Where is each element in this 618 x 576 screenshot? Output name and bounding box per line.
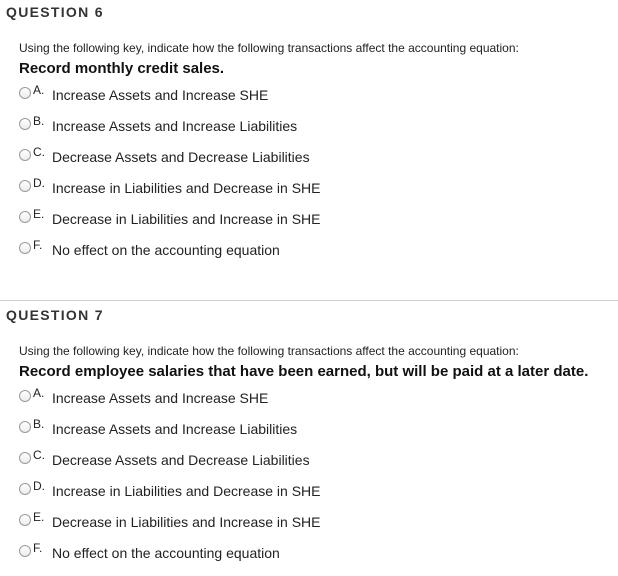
- choice-letter: E.: [33, 207, 45, 221]
- choice-b[interactable]: [0, 111, 618, 142]
- question-prompt: Record employee salaries that have been earned, but will be paid at a later date.: [19, 363, 589, 380]
- choice-letter: F.: [33, 541, 43, 555]
- question-title: QUESTION 7: [6, 307, 104, 323]
- choice-text[interactable]: Decrease in Liabilities and Increase in SHE: [52, 514, 321, 530]
- choice-d[interactable]: [0, 173, 618, 204]
- choice-e[interactable]: [0, 507, 618, 538]
- question-7: [0, 303, 618, 576]
- choice-a[interactable]: [0, 383, 618, 414]
- choice-letter: A.: [33, 83, 45, 97]
- choice-text[interactable]: No effect on the accounting equation: [52, 545, 280, 561]
- choice-text[interactable]: Decrease Assets and Decrease Liabilities: [52, 452, 310, 468]
- choice-c[interactable]: [0, 142, 618, 173]
- radio-button[interactable]: [19, 421, 31, 433]
- radio-button[interactable]: [19, 118, 31, 130]
- question-prompt: Record monthly credit sales.: [19, 60, 225, 77]
- choice-c[interactable]: [0, 445, 618, 476]
- choice-e[interactable]: [0, 204, 618, 235]
- radio-button[interactable]: [19, 242, 31, 254]
- choice-text[interactable]: Increase Assets and Increase SHE: [52, 87, 269, 103]
- choice-text[interactable]: Increase Assets and Increase SHE: [52, 390, 269, 406]
- radio-button[interactable]: [19, 483, 31, 495]
- answer-choices: [0, 80, 618, 266]
- question-instructions: Using the following key, indicate how the following transactions affect the accounting equation:: [19, 344, 519, 358]
- choice-d[interactable]: [0, 476, 618, 507]
- radio-button[interactable]: [19, 545, 31, 557]
- question-divider: [0, 300, 618, 301]
- choice-letter: C.: [33, 145, 45, 159]
- choice-a[interactable]: [0, 80, 618, 111]
- choice-b[interactable]: [0, 414, 618, 445]
- radio-button[interactable]: [19, 390, 31, 402]
- choice-letter: B.: [33, 417, 45, 431]
- radio-button[interactable]: [19, 514, 31, 526]
- choice-text[interactable]: Increase Assets and Increase Liabilities: [52, 118, 298, 134]
- choice-letter: B.: [33, 114, 45, 128]
- radio-button[interactable]: [19, 211, 31, 223]
- choice-letter: A.: [33, 386, 45, 400]
- answer-choices: [0, 383, 618, 569]
- choice-letter: C.: [33, 448, 45, 462]
- choice-text[interactable]: Increase in Liabilities and Decrease in SHE: [52, 180, 321, 196]
- radio-button[interactable]: [19, 149, 31, 161]
- choice-f[interactable]: [0, 538, 618, 569]
- choice-letter: E.: [33, 510, 45, 524]
- choice-text[interactable]: Increase Assets and Increase Liabilities: [52, 421, 298, 437]
- choice-text[interactable]: Increase in Liabilities and Decrease in SHE: [52, 483, 321, 499]
- choice-letter: F.: [33, 238, 43, 252]
- choice-f[interactable]: [0, 235, 618, 266]
- radio-button[interactable]: [19, 452, 31, 464]
- choice-letter: D.: [33, 176, 45, 190]
- choice-text[interactable]: No effect on the accounting equation: [52, 242, 280, 258]
- choice-text[interactable]: Decrease Assets and Decrease Liabilities: [52, 149, 310, 165]
- choice-text[interactable]: Decrease in Liabilities and Increase in SHE: [52, 211, 321, 227]
- question-title: QUESTION 6: [6, 4, 104, 20]
- question-instructions: Using the following key, indicate how the following transactions affect the accounting equation:: [19, 41, 519, 55]
- radio-button[interactable]: [19, 180, 31, 192]
- radio-button[interactable]: [19, 87, 31, 99]
- choice-letter: D.: [33, 479, 45, 493]
